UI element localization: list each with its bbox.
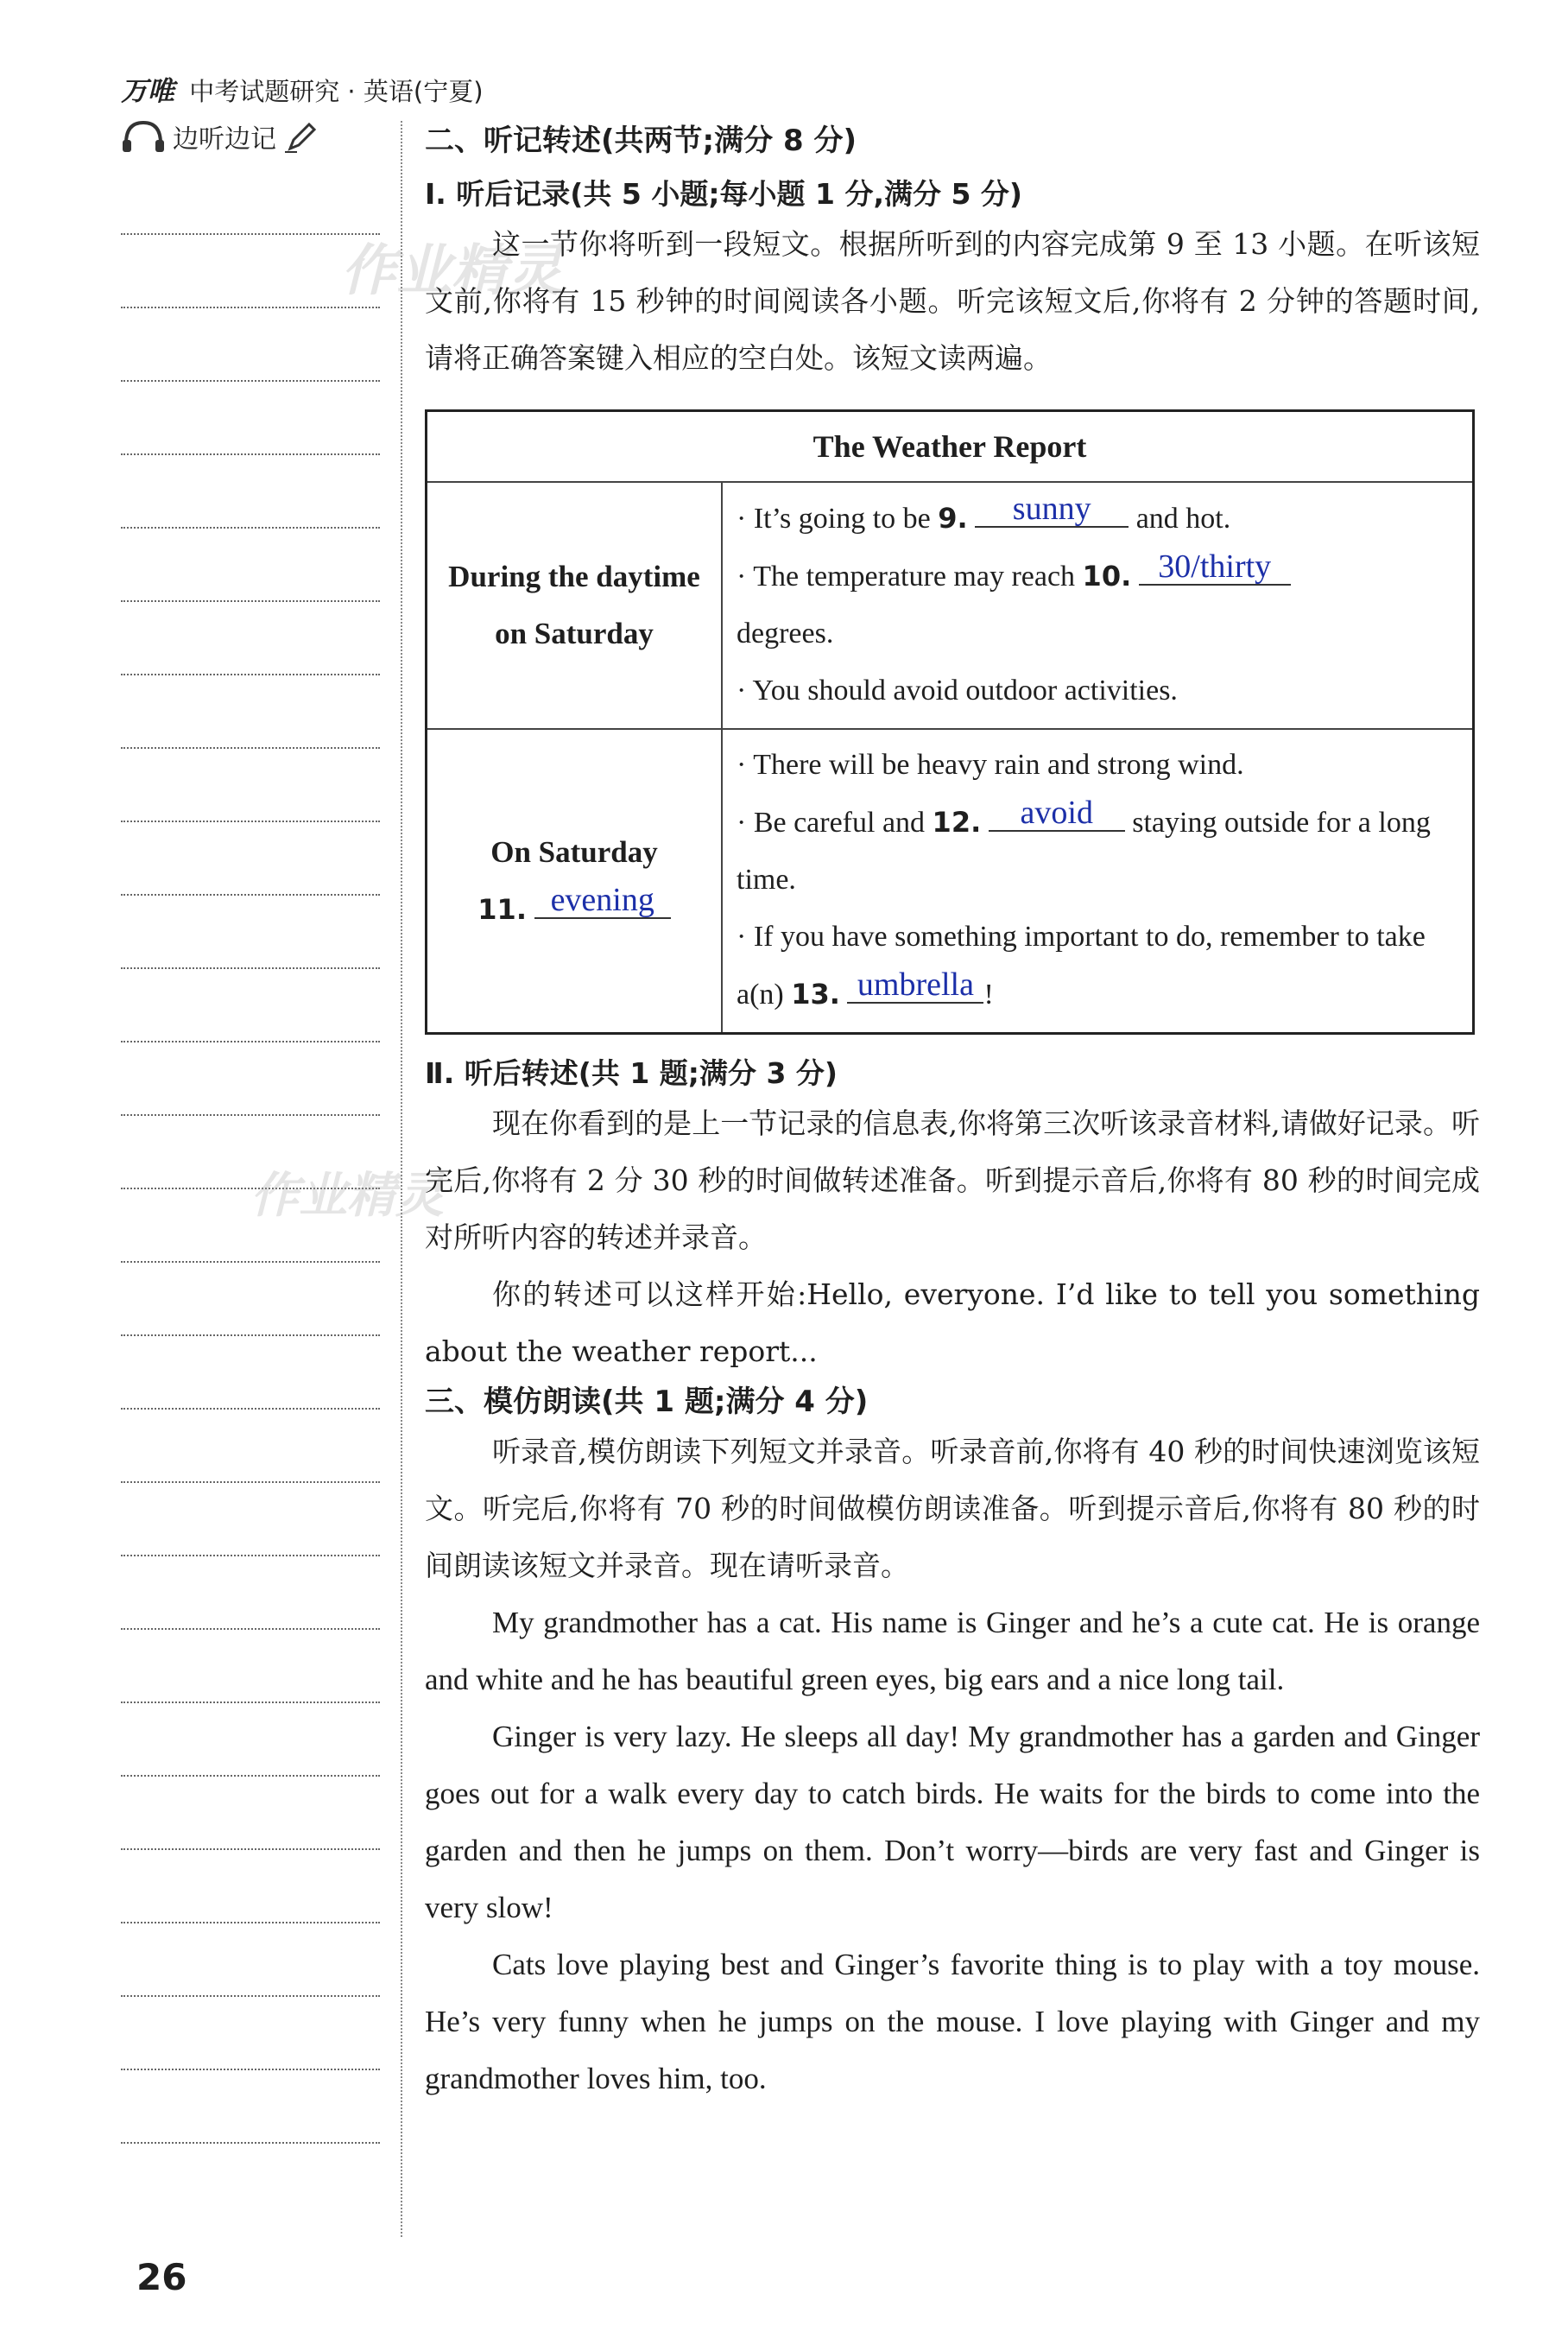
main-content (425, 119, 1480, 2107)
section3-title: 三、模仿朗读(共 1 题;满分 4 分) (425, 1385, 869, 1419)
row1-bullet2-cont: degrees. (737, 618, 834, 650)
notes-line (121, 1995, 380, 1997)
headphone-icon (121, 117, 166, 155)
section3-instructions: 听录音,模仿朗读下列短文并录音。听录音前,你将有 40 秒的时间快速浏览该短文。听完后,你将有 70 秒的时间做模仿朗读准备。听到提示音后,你将有 80 秒的时间朗读该短文并录音。现在请听录音。 (425, 1435, 1480, 1582)
row2-bullet2 (737, 794, 1458, 909)
row2-bullet1: · There will be heavy rain and strong wind. (737, 749, 1244, 781)
notes-line (121, 1261, 380, 1263)
notes-line (121, 380, 380, 382)
notes-line (121, 600, 380, 602)
q9-number: 9. (938, 502, 968, 535)
bullet-text: ! (983, 979, 994, 1011)
row1-bullet1 (737, 490, 1458, 548)
weather-report-table (425, 409, 1475, 1035)
notes-line (121, 1701, 380, 1703)
row2-label (427, 729, 723, 1034)
row1-bullet2 (737, 548, 1458, 605)
notes-line (121, 2069, 380, 2070)
notes-line (121, 2142, 380, 2144)
answer-11[interactable]: evening (534, 883, 671, 919)
bullet-text: · It’s going to be (737, 503, 939, 535)
brand-logo: 万唯 (121, 76, 174, 107)
notes-line (121, 1922, 380, 1923)
q13-number: 13. (791, 978, 840, 1011)
notes-label (121, 117, 318, 155)
notes-line (121, 747, 380, 749)
notes-line (121, 1848, 380, 1850)
notes-line (121, 307, 380, 308)
q11-number: 11. (477, 893, 527, 926)
notes-line (121, 1114, 380, 1116)
notes-line (121, 1041, 380, 1042)
notes-line (121, 1628, 380, 1630)
part2-paragraph2: 你的转述可以这样开始:Hello, everyone. I’d like to tell you something about the weather report... (425, 1277, 1480, 1368)
notes-line (121, 453, 380, 455)
answer-10[interactable]: 30/thirty (1139, 549, 1291, 586)
row1-bullet3: · You should avoid outdoor activities. (737, 675, 1178, 707)
answer-13[interactable]: umbrella (847, 967, 983, 1004)
page-header (121, 69, 484, 108)
answer-12[interactable]: avoid (989, 795, 1125, 832)
q10-number: 10. (1082, 560, 1132, 593)
watermark: 作业精灵 (250, 1168, 444, 1224)
row1-label (427, 482, 723, 729)
notes-line (121, 967, 380, 969)
page-number: 26 (136, 2256, 187, 2298)
q12-number: 12. (932, 806, 982, 839)
notes-line (121, 1408, 380, 1410)
notes-line (121, 1334, 380, 1336)
part1-instructions: 这一节你将听到一段短文。根据所听到的内容完成第 9 至 13 小题。在听该短文前,你将有 15 秒钟的时间阅读各小题。听完该短文后,你将有 2 分钟的答题时间,请将正确答案键入相应的空白处。该短文读两遍。 (425, 227, 1480, 375)
passage-paragraph-3: Cats love playing best and Ginger’s favorite thing is to play with a toy mouse. He’s very funny when he jumps on the mouse. I love playing with Ginger and my grandmother loves him, too. (425, 1948, 1480, 2095)
notes-line (121, 1555, 380, 1556)
watermark: 作业精灵 (341, 239, 562, 303)
row2-bullet3 (737, 909, 1458, 1023)
bullet-text: · The temperature may reach (737, 561, 1083, 593)
passage-paragraph-1: My grandmother has a cat. His name is Ginger and he’s a cute cat. He is orange and white and he has beautiful green eyes, big ears and a nice long tail. (425, 1606, 1480, 1696)
row2-content (722, 729, 1474, 1034)
part2-title: Ⅱ. 听后转述(共 1 题;满分 3 分) (425, 1056, 838, 1090)
book-title: 中考试题研究 · 英语(宁夏) (189, 77, 484, 106)
table-title: The Weather Report (427, 411, 1474, 483)
bullet-text: staying outside for a long time. (737, 807, 1431, 896)
passage-paragraph-2: Ginger is very lazy. He sleeps all day! My grandmother has a garden and Ginger goes out for a walk every day to catch birds. He waits for the birds to come into the garden and then he jumps on them. Don’t worry—birds are very fast and Ginger is very slow! (425, 1720, 1480, 1924)
row1-label-line1: During the daytime (448, 560, 700, 593)
notes-line (121, 1481, 380, 1483)
row2-label-text: On Saturday (490, 835, 658, 869)
bullet-text: · If you have something important to do, remember to take a(n) (737, 921, 1426, 1011)
notes-label-text: 边听边记 (173, 124, 276, 155)
part2-paragraph1: 现在你看到的是上一节记录的信息表,你将第三次听该录音材料,请做好记录。听完后,你将有 2 分 30 秒的时间做转述准备。听到提示音后,你将有 80 秒的时间完成对所听内容的转述并录音。 (425, 1106, 1480, 1254)
bullet-text: and hot. (1129, 503, 1231, 535)
answer-9[interactable]: sunny (975, 491, 1129, 528)
row1-label-line2: on Saturday (495, 617, 654, 650)
notes-line (121, 821, 380, 822)
notes-line (121, 1775, 380, 1777)
pencil-icon (283, 119, 318, 154)
bullet-text: · Be careful and (737, 807, 933, 839)
section2-title: 二、听记转述(共两节;满分 8 分) (425, 124, 857, 158)
notes-line (121, 894, 380, 896)
notes-line (121, 527, 380, 529)
notes-line (121, 674, 380, 675)
row1-content (722, 482, 1474, 729)
part1-title: Ⅰ. 听后记录(共 5 小题;每小题 1 分,满分 5 分) (425, 177, 1023, 211)
